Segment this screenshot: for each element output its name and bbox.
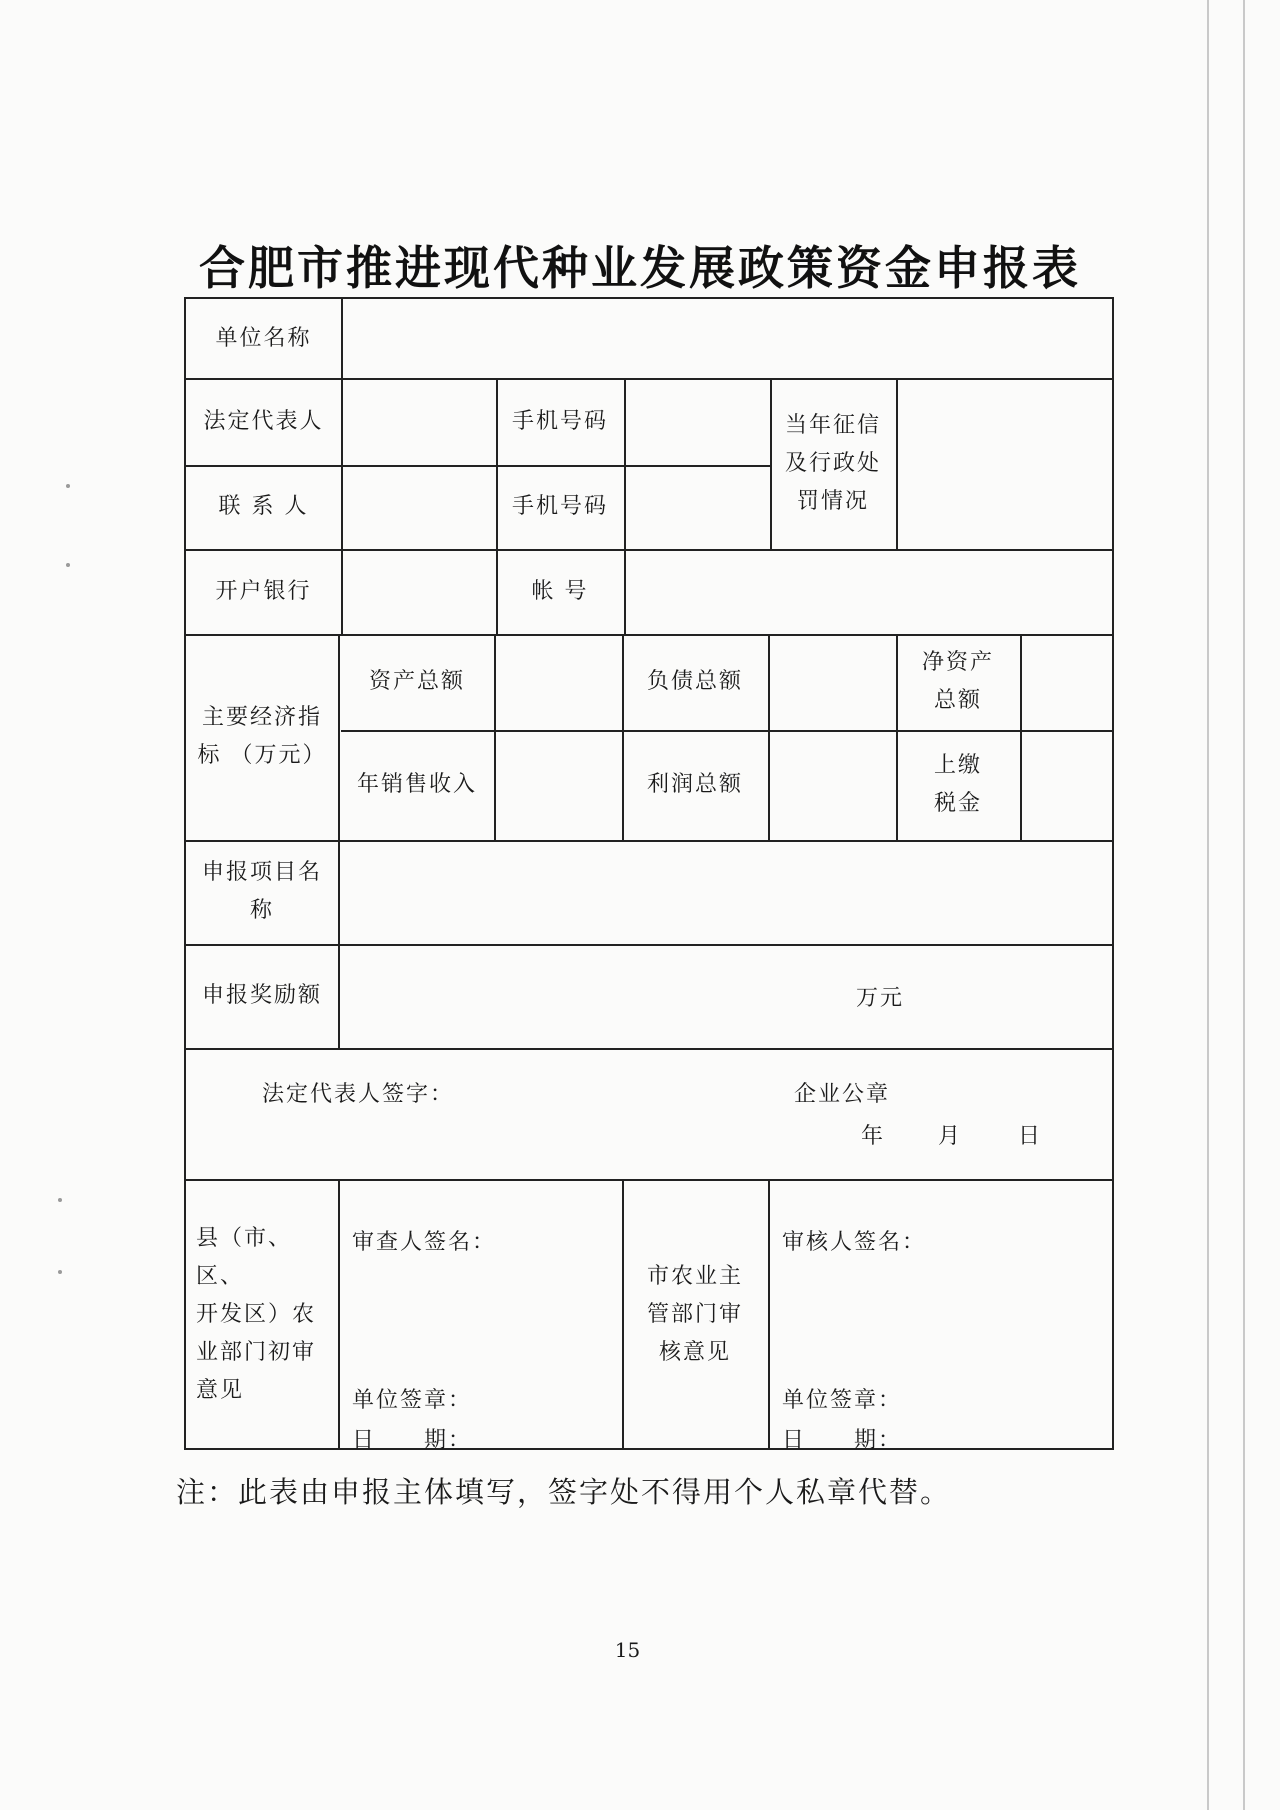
county-date-label: 日 期： — [352, 1428, 473, 1453]
field-legal-representative[interactable] — [343, 380, 494, 463]
field-contact-phone[interactable] — [626, 467, 768, 547]
label-legal-representative: 法定代表人 — [203, 408, 324, 434]
reviewer-signature-label: 审查人签名： — [352, 1230, 497, 1255]
field-total-liabilities[interactable] — [770, 636, 894, 728]
field-project-name[interactable] — [340, 842, 1108, 942]
label-contact-person: 联 系 人 — [218, 494, 309, 519]
field-net-assets[interactable] — [1022, 636, 1108, 728]
label-unit-name: 单位名称 — [215, 325, 312, 351]
col-divider — [338, 1179, 340, 1448]
field-contact-person[interactable] — [343, 467, 494, 547]
application-form-table — [184, 297, 1114, 1453]
label-taxes-paid: 上缴 税金 — [933, 753, 982, 816]
scan-speck — [58, 1198, 62, 1202]
legal-rep-signature-label: 法定代表人签字： — [262, 1082, 455, 1107]
label-county-review: 县（市、区、 开发区）农 业部门初审 意见 — [196, 1225, 317, 1403]
label-annual-sales: 年销售收入 — [356, 772, 477, 797]
page-title: 合肥市推进现代种业发展政策资金申报表 — [199, 241, 1081, 295]
label-total-assets: 资产总额 — [368, 669, 465, 694]
company-seal-label: 企业公章 — [794, 1082, 891, 1107]
field-legal-rep-phone[interactable] — [626, 380, 768, 463]
auditor-signature-label: 审核人签名： — [782, 1230, 927, 1255]
label-award-amount: 申报奖励额 — [201, 983, 322, 1008]
field-taxes-paid[interactable] — [1022, 732, 1108, 838]
award-unit-label: 万元 — [856, 986, 905, 1011]
label-net-assets: 净资产 总额 — [921, 650, 994, 713]
city-date-label: 日 期： — [782, 1428, 903, 1453]
row-divider — [186, 1048, 1112, 1050]
label-total-profit: 利润总额 — [646, 772, 743, 797]
date-day-label: 日 — [1018, 1124, 1043, 1149]
field-total-assets[interactable] — [496, 636, 620, 728]
label-total-liabilities: 负债总额 — [646, 669, 743, 694]
page-number: 15 — [614, 1638, 641, 1662]
label-project-name: 申报项目名 称 — [201, 860, 322, 923]
label-city-review: 市农业主 管部门审 核意见 — [646, 1263, 743, 1365]
field-award-amount[interactable] — [340, 946, 900, 1046]
field-account[interactable] — [626, 551, 1108, 632]
date-month-label: 月 — [938, 1124, 963, 1149]
scan-speck — [58, 1270, 62, 1274]
label-phone-number: 手机号码 — [511, 408, 608, 434]
city-unit-seal-label: 单位签章： — [782, 1388, 903, 1413]
county-unit-seal-label: 单位签章： — [352, 1388, 473, 1413]
field-credit-and-penalty[interactable] — [898, 380, 1108, 547]
label-phone-number: 手机号码 — [511, 494, 608, 519]
label-credit-and-penalty: 当年征信 及行政处 罚情况 — [784, 412, 881, 514]
scan-speck — [66, 563, 70, 567]
scan-speck — [66, 484, 70, 488]
col-divider — [768, 1179, 770, 1448]
label-account: 帐 号 — [531, 578, 589, 604]
footnote: 注：此表由申报主体填写，签字处不得用个人私章代替。 — [176, 1475, 952, 1509]
field-bank[interactable] — [343, 551, 494, 632]
field-unit-name[interactable] — [343, 301, 1108, 376]
date-year-label: 年 — [861, 1124, 886, 1149]
field-annual-sales[interactable] — [496, 732, 620, 838]
label-bank: 开户银行 — [215, 578, 312, 604]
label-economic-indicators: 主要经济指 标 （万元） — [197, 705, 327, 768]
field-total-profit[interactable] — [770, 732, 894, 838]
